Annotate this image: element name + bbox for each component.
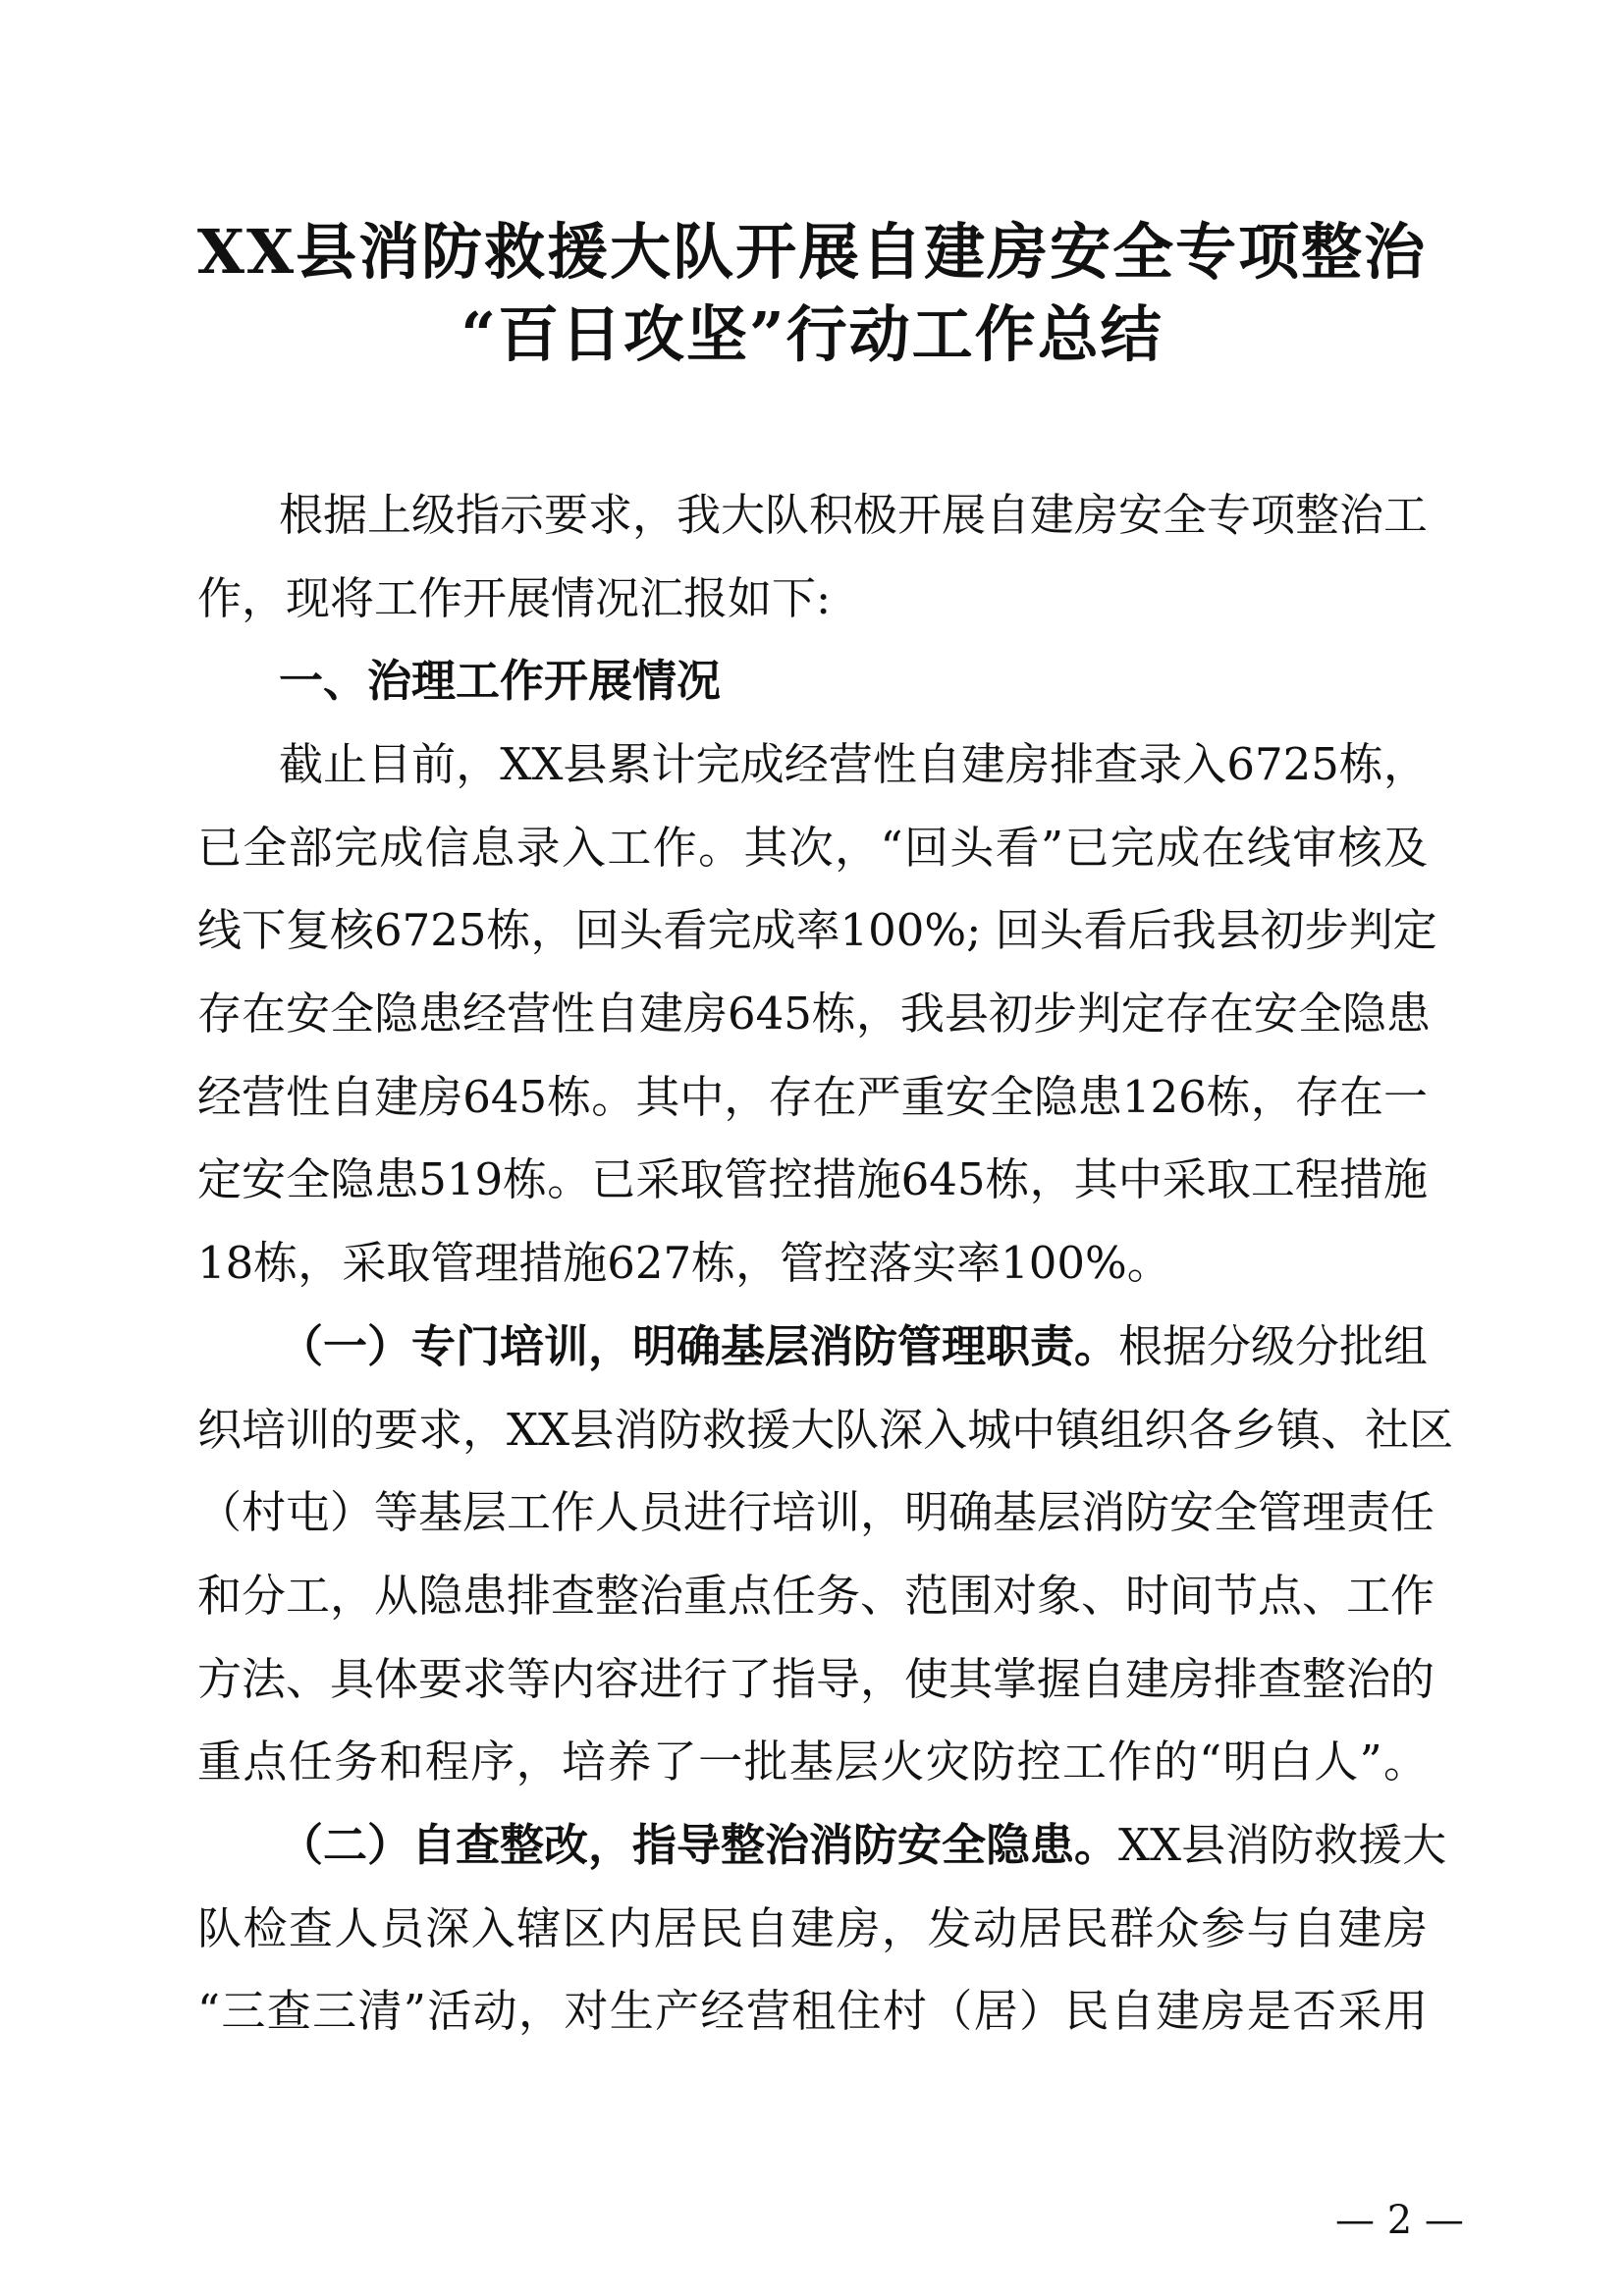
section-heading: 一、治理工作开展情况 [279, 655, 722, 707]
para1-line-3: 线下复核6725栋，回头看完成率100%; 回头看后我县初步判定 [197, 904, 1437, 956]
intro-line-1: 根据上级指示要求，我大队积极开展自建房安全专项整治工 [279, 489, 1429, 541]
sub1-line-4: 和分工，从隐患排查整治重点任务、范围对象、时间节点、工作 [197, 1570, 1435, 1622]
para1-line-4: 存在安全隐患经营性自建房645栋，我县初步判定存在安全隐患 [197, 988, 1431, 1040]
para1-line-5: 经营性自建房645栋。其中，存在严重安全隐患126栋，存在一 [197, 1071, 1428, 1123]
sub1-line-2: 织培训的要求，XX县消防救援大队深入城中镇组织各乡镇、社区 [197, 1404, 1454, 1456]
sub1-line-5: 方法、具体要求等内容进行了指导，使其掌握自建房排查整治的 [197, 1653, 1435, 1705]
sub2-line-1-text: XX县消防救援大 [1118, 1819, 1447, 1871]
sub2-line-3: “三查三清”活动，对生产经营租住村（居）民自建房是否采用 [197, 1985, 1428, 2037]
intro-line-2: 作，现将工作开展情况汇报如下: [197, 572, 832, 624]
document-title-line-1: XX县消防救援大队开展自建房安全专项整治 [196, 216, 1428, 288]
para1-line-7: 18栋，采取管理措施627栋，管控落实率100%。 [197, 1237, 1171, 1289]
sub1-line-3: （村屯）等基层工作人员进行培训，明确基层消防安全管理责任 [197, 1486, 1435, 1538]
sub1-heading: （一）专门培训，明确基层消防管理职责。 [279, 1320, 1119, 1372]
sub2-line-2: 队检查人员深入辖区内居民自建房，发动居民群众参与自建房 [197, 1902, 1428, 1954]
document-title-line-2: “百日攻坚”行动工作总结 [460, 298, 1164, 370]
para1-line-6: 定安全隐患519栋。已采取管控措施645栋，其中采取工程措施 [197, 1153, 1428, 1205]
para1-line-1: 截止目前，XX县累计完成经营性自建房排查录入6725栋， [279, 738, 1428, 790]
sub1-line-6: 重点任务和程序，培养了一批基层火灾防控工作的“明白人”。 [197, 1735, 1428, 1788]
sub2-heading: （二）自查整改，指导整治消防安全隐患。 [279, 1819, 1119, 1871]
page-number: — 2 — [1335, 2198, 1464, 2243]
sub1-line-1 [279, 1319, 1428, 1374]
sub1-line-1-text: 根据分级分批组 [1118, 1320, 1429, 1372]
para1-line-2: 已全部完成信息录入工作。其次，“回头看”已完成在线审核及 [197, 822, 1428, 874]
sub2-line-1 [279, 1818, 1447, 1873]
